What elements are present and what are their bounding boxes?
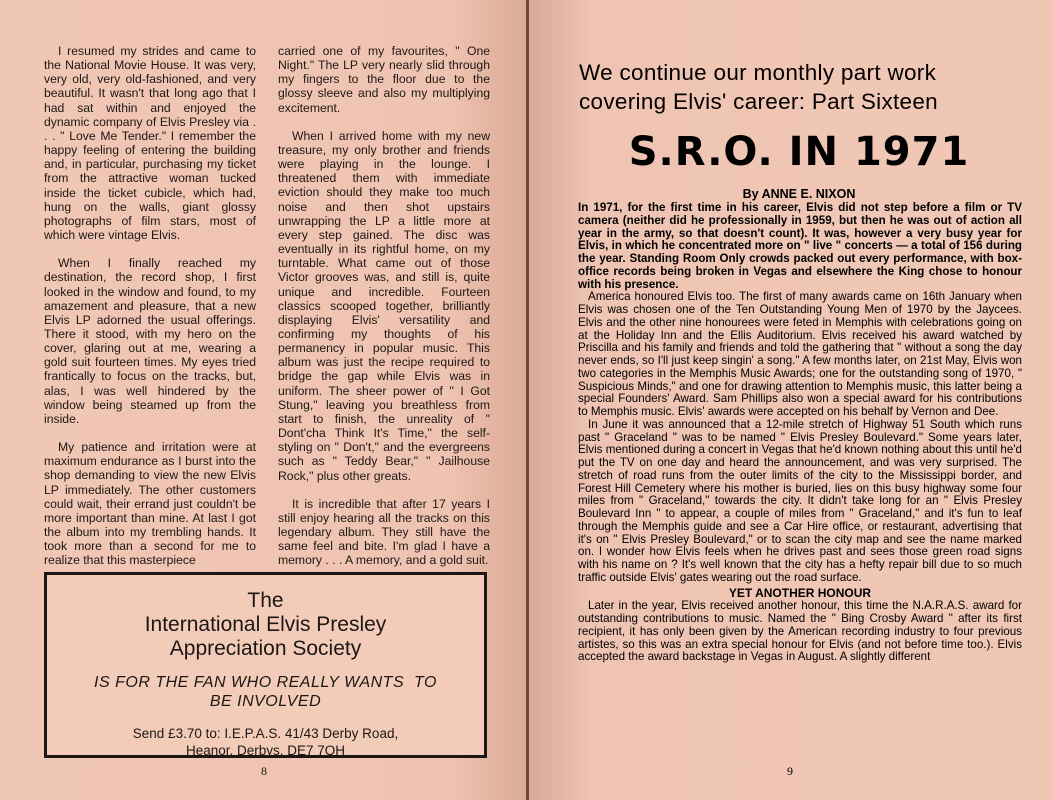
subheading: YET ANOTHER HONOUR [728,585,872,600]
paragraph: carried one of my favourites, " One Night." The LP very nearly slid through my fingers to the floor due to the glossy sleeve and also my multiplying excitement. [278,44,490,115]
left-column-1 [44,44,256,581]
paragraph: In June it was announced that a 12-mile stretch of Highway 51 South which runs past " Graceland " was to be named " Elvis Presley Boulevard." Some years later, Elvis mentioned during a concert in Vegas that he'd known nothing about this until he'd put the TV on one day and heard the announcement, and was very surprised. The stretch of road runs from the outer limits of the city to the Mississippi border, and Forest Hill Cemetery where his mother is buried, lies on this busy highway some four miles from " Graceland," towards the city. It didn't take long for an " Elvis Presley Boulevard Inn " to appear, a couple of miles from " Graceland," and it's fun to leaf through the Memphis guide and see a Car Hire office, or restaurant, advertising that it's on " Elvis Presley Boulevard," or to scan the city map and see the name marked on. I wonder how Elvis feels when he drives past and sees those green road signs with his name on ? It's well known that the city has a hefty repair bill due to so much traffic outside Elvis' gates wearing out the road surface. [578,417,1022,584]
lead-paragraph: In 1971, for the first time in his career, Elvis did not step before a film or TV camera (neither did he professionally in 1959, but then he was out of action all year in the army, so that doesn't count). It was, however a very busy year for Elvis, in which he concentrated more on " live " concerts — a total of 156 during the year. Standing Room Only crowds packed out every performance, with box-office records being broken in Vegas and elsewhere the King chose to honour with his presence. [578,201,1022,291]
series-intro [579,58,1029,116]
paragraph: America honoured Elvis too. The first of many awards came on 16th January when Elvis was chosen one of the Ten Outstanding Young Men of 1970 by the Jaycees. Elvis and the other nine honourees were feted in Memphis with celebrations going on at the Holiday Inn and the Ellis Auditorium. Elvis received his award watched by Priscilla and his family and friends and told the gathering that " without a song the day never ends, so I'll just keep singin' a song." A few months later, on 21st May, Elvis won two categories in the Memphis Music Awards; one for the outstanding song of 1970, " Suspicious Minds," and one for drawing attention to Memphis music, this latter being a special Founders' Award. Sam Phillips also won a special award for his contributions to Memphis music. Elvis' awards were accepted on his behalf by Vernon and Dee. [578,290,1022,418]
ad-slogan-line: BE INVOLVED [209,693,322,710]
article-headline: S.R.O. IN 1971 [628,129,970,175]
ad-slogan [47,673,484,711]
ad-title-the: The [247,589,284,612]
paragraph: My patience and irritation were at maximum endurance as I burst into the shop demanding to view the new Elvis LP immediately. The other customers could wait, their errand just couldn't be more important than mine. At last I got the album into my trembling hands. It took more than a second for me to realize that this masterpiece [44,440,256,568]
left-column-2 [278,44,490,581]
series-intro-line: We continue our monthly part work [579,60,937,85]
paragraph: I resumed my strides and came to the National Movie House. It was very, very old, very old-fashioned, and very beautiful. It wasn't that long ago that I had sat within and enjoyed the dynamic company of Elvis Presley via . . . " Love Me Tender." I remember the happy feeling of entering the building and, in particular, purchasing my ticket from the attractive woman tucked inside the ticket cubicle, which had, hung on the walls, giant glossy photographs of film stars, most of which were vintage Elvis. [44,44,256,243]
paragraph: When I finally reached my destination, the record shop, I first looked in the window and found, to my amazement and pleasure, that a new Elvis LP adorned the usual offerings. There it stood, with my hero on the cover, glaring out at me, wearing a gold suit fourteen times. My eyes tried frantically to focus on the tracks, but, alas, I was well hindered by the window being steamed up from the inside. [44,256,256,426]
article-body [578,202,1022,664]
paragraph: When I arrived home with my new treasure, my only brother and friends were playing in the lounge. I threatened them with immediate eviction should they make too much noise and then shot upstairs unwrapping the LP a little more at every step gained. The disc was eventually in its rightful home, on my turntable. What came out of those Victor grooves was, and still is, quite unique and incredible. Fourteen classics scooped together, brilliantly displaying Elvis' versatility and confirming my thoughts of his permanency in popular music. This album was just the recipe required to bridge the gap while Elvis was in uniform. The sheer power of " I Got Stung," leaving you breathless from start to finish, the unreality of " Dont'cha Think It's Time," the self-styling on " Don't," and the evergreens such as " Teddy Bear," " Jailhouse Rock," plus other greats. [278,128,490,483]
paragraph: Later in the year, Elvis received another honour, this time the N.A.R.A.S. award for outstanding contributions to music. Named the " Bing Crosby Award " after its first recipient, it has only been given by the American recording industry to four previous artistes, so this was an extra special honour for Elvis (and not before time too.). Elvis accepted the award backstage in Vegas in August. A slightly different [578,599,1022,664]
page-number: 8 [261,764,267,778]
ad-address [47,725,484,759]
society-advertisement [44,572,487,758]
ad-address-line: Heanor, Derbys. DE7 7QH [185,743,346,758]
ad-address-line: Send £3.70 to: I.E.P.A.S. 41/43 Derby Road, [132,726,399,741]
ad-title-line: Appreciation Society [169,637,362,660]
ad-title-line: International Elvis Presley [144,613,387,636]
ad-slogan-line: IS FOR THE FAN WHO REALLY WANTS TO [94,674,437,691]
paragraph: It is incredible that after 17 years I still enjoy hearing all the tracks on this legendary album. They still have the same feel and bite. I'm glad I have a memory . . . A memory, and a gold suit. [278,496,490,568]
series-intro-line: covering Elvis' career: Part Sixteen [579,89,938,114]
page-number: 9 [787,764,793,778]
article-byline: By ANNE E. NIXON [742,187,856,201]
